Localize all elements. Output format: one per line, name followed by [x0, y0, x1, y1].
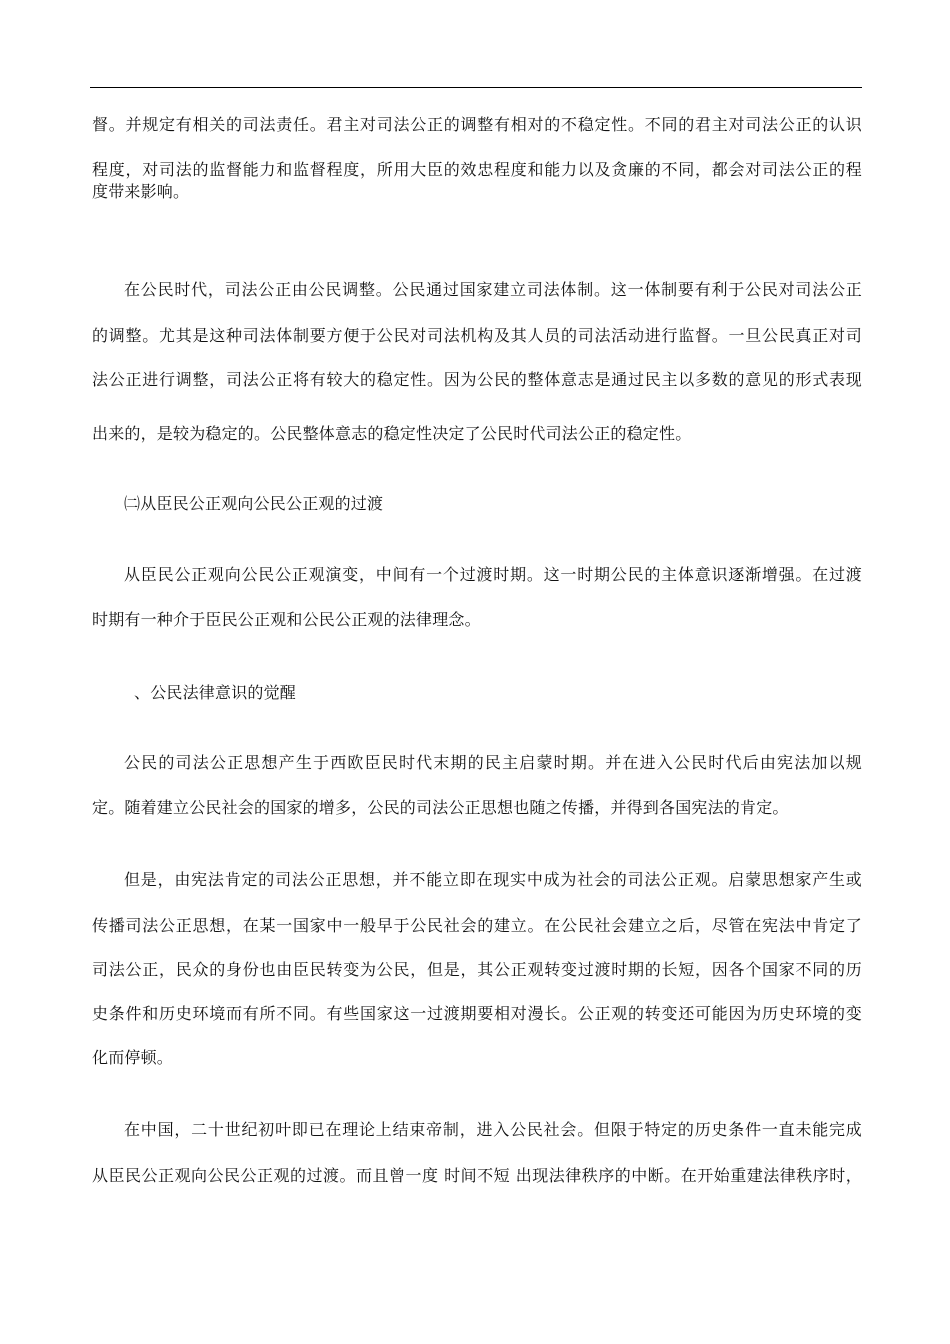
text-line: 从臣民公正观向公民公正观的过渡。而且曾一度 时间不短 出现法律秩序的中断。在开始重建法律秩序时，: [92, 1166, 862, 1185]
text-line: 督。并规定有相关的司法责任。君主对司法公正的调整有相对的不稳定性。不同的君主对司法公正的认识: [92, 115, 862, 134]
text-line: 公民的司法公正思想产生于西欧臣民时代末期的民主启蒙时期。并在进入公民时代后由宪法加以规: [124, 753, 862, 772]
text-line: 时期有一种介于臣民公正观和公民公正观的法律理念。: [92, 610, 481, 629]
text-line: 定。随着建立公民社会的国家的增多，公民的司法公正思想也随之传播，并得到各国宪法的肯定。: [92, 798, 789, 817]
text-line: 司法公正，民众的身份也由臣民转变为公民，但是，其公正观转变过渡时期的长短，因各个国家不同的历: [92, 960, 862, 979]
section-heading: ㈡从臣民公正观向公民公正观的过渡: [124, 494, 384, 513]
text-line: 在中国，二十世纪初叶即已在理论上结束帝制，进入公民社会。但限于特定的历史条件一直未能完成: [124, 1120, 862, 1139]
text-line: 出来的，是较为稳定的。公民整体意志的稳定性决定了公民时代司法公正的稳定性。: [92, 424, 692, 443]
text-line: 度带来影响。: [92, 182, 190, 201]
text-line: 化而停顿。: [92, 1048, 174, 1067]
text-line: 的调整。尤其是这种司法体制要方便于公民对司法机构及其人员的司法活动进行监督。一旦公民真正对司: [92, 326, 862, 345]
text-line: 传播司法公正思想，在某一国家中一般早于公民社会的建立。在公民社会建立之后，尽管在宪法中肯定了: [92, 916, 862, 935]
section-heading: 、公民法律意识的觉醒: [134, 683, 297, 702]
text-line: 从臣民公正观向公民公正观演变，中间有一个过渡时期。这一时期公民的主体意识逐渐增强。在过渡: [124, 565, 862, 584]
header-rule: [90, 87, 862, 88]
text-line: 在公民时代，司法公正由公民调整。公民通过国家建立司法体制。这一体制要有利于公民对司法公正: [124, 280, 862, 299]
text-line: 史条件和历史环境而有所不同。有些国家这一过渡期要相对漫长。公正观的转变还可能因为历史环境的变: [92, 1004, 862, 1023]
text-line: 程度，对司法的监督能力和监督程度，所用大臣的效忠程度和能力以及贪廉的不同，都会对司法公正的程: [92, 160, 862, 179]
text-line: 法公正进行调整，司法公正将有较大的稳定性。因为公民的整体意志是通过民主以多数的意见的形式表现: [92, 370, 862, 389]
text-line: 但是，由宪法肯定的司法公正思想，并不能立即在现实中成为社会的司法公正观。启蒙思想家产生或: [124, 870, 862, 889]
